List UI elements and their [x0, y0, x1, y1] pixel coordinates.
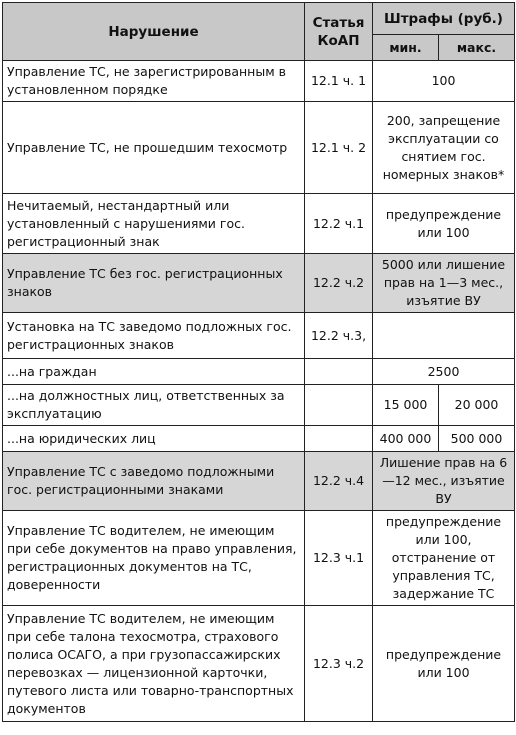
table-row	[3, 102, 515, 194]
fine-max-cell: 20 000	[439, 385, 515, 426]
fine-max-cell: 500 000	[439, 426, 515, 452]
violation-cell: ...на должностных лиц, ответственных за эксплуатацию	[3, 385, 305, 426]
fines-table	[2, 2, 515, 722]
article-cell: 12.1 ч. 2	[305, 102, 373, 194]
violation-cell: Управление ТС водителем, не имеющим при себе документов на право управления, регистрационных документов на ТС, доверенности	[3, 511, 305, 606]
article-cell: 12.1 ч. 1	[305, 61, 373, 102]
table-row	[3, 359, 515, 385]
article-cell: 12.2 ч.3,	[305, 313, 373, 359]
header-fines: Штрафы (руб.)	[373, 3, 515, 35]
article-cell: 12.2 ч.4	[305, 452, 373, 511]
fine-min-cell: 400 000	[373, 426, 439, 452]
fine-cell: Лишение прав на 6—12 мес., изъятие ВУ	[373, 452, 515, 511]
violation-cell: Управление ТС с заведомо подложными гос. регистрационными знаками	[3, 452, 305, 511]
table-row	[3, 385, 515, 426]
fine-min-cell: 15 000	[373, 385, 439, 426]
article-cell	[305, 385, 373, 426]
table-row	[3, 254, 515, 313]
header-violation: Нарушение	[3, 3, 305, 61]
table-row	[3, 511, 515, 606]
article-cell: 12.3 ч.2	[305, 606, 373, 722]
fine-cell: 100	[373, 61, 515, 102]
table-row	[3, 61, 515, 102]
header-min: мин.	[373, 35, 439, 61]
article-cell	[305, 426, 373, 452]
table-row	[3, 452, 515, 511]
fine-cell: 5000 или лишение прав на 1—3 мес., изъятие ВУ	[373, 254, 515, 313]
violation-cell: Установка на ТС заведомо подложных гос. регистрационных знаков	[3, 313, 305, 359]
fine-cell: предупреждение или 100, отстранение от управления ТС, задержание ТС	[373, 511, 515, 606]
table-row	[3, 313, 515, 359]
fine-cell: предупреждение или 100	[373, 194, 515, 254]
article-cell: 12.2 ч.1	[305, 194, 373, 254]
fine-cell	[373, 313, 515, 359]
table-row	[3, 426, 515, 452]
header-max: макс.	[439, 35, 515, 61]
table-row	[3, 194, 515, 254]
violation-cell: ...на граждан	[3, 359, 305, 385]
fine-cell: 2500	[373, 359, 515, 385]
article-cell	[305, 359, 373, 385]
violation-cell: Управление ТС, не зарегистрированным в установленном порядке	[3, 61, 305, 102]
table-row	[3, 606, 515, 722]
article-cell: 12.3 ч.1	[305, 511, 373, 606]
article-cell: 12.2 ч.2	[305, 254, 373, 313]
violation-cell: Управление ТС водителем, не имеющим при себе талона техосмотра, страхового полиса ОСАГО, а при грузопассажирских перевозках — лицензионной карточки, путевого листа или товарно-транспортных документов	[3, 606, 305, 722]
fine-cell: 200, запрещение эксплуатации со снятием гос. номерных знаков*	[373, 102, 515, 194]
violation-cell: ...на юридических лиц	[3, 426, 305, 452]
violation-cell: Нечитаемый, нестандартный или установленный с нарушениями гос. регистрационный знак	[3, 194, 305, 254]
fine-cell: предупреждение или 100	[373, 606, 515, 722]
violation-cell: Управление ТС, не прошедшим техосмотр	[3, 102, 305, 194]
violation-cell: Управление ТС без гос. регистрационных знаков	[3, 254, 305, 313]
header-article: Статья КоАП	[305, 3, 373, 61]
